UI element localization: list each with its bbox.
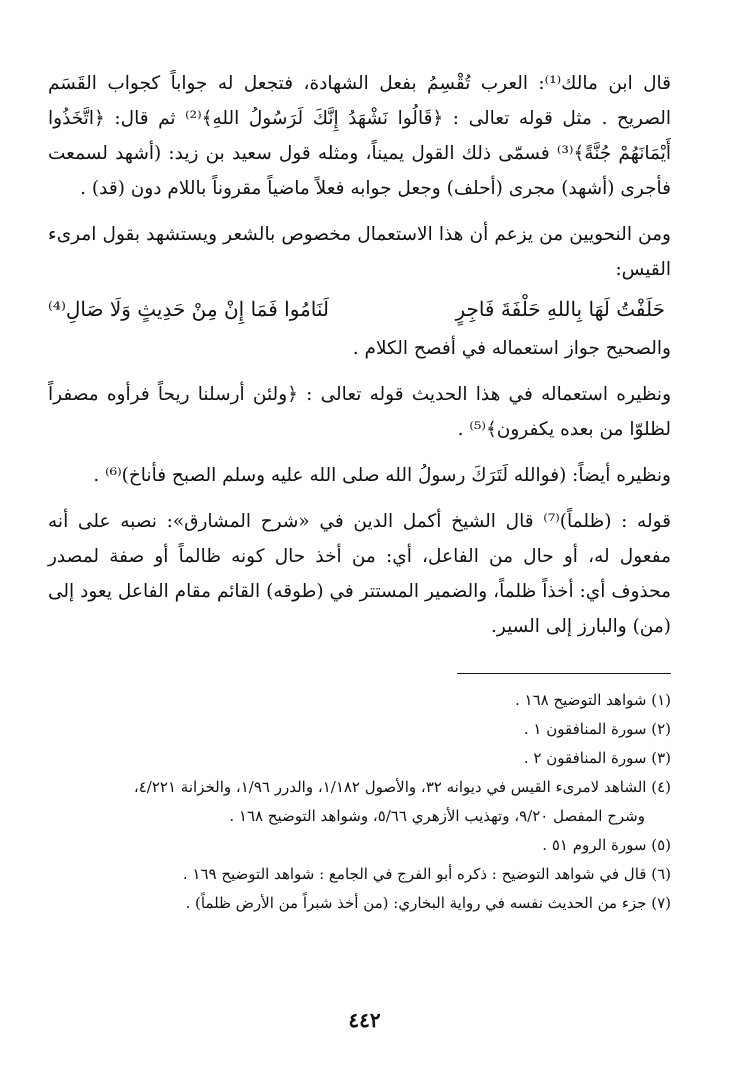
- paragraph-3: والصحيح جواز استعماله في أفصح الكلام .: [352, 338, 671, 359]
- footnote: (٦) قال في شواهد التوضيح : ذكره أبو الفرج في الجامع : شواهد التوضيح ١٦٩ .: [182, 865, 671, 883]
- page-number: ٤٤٢: [348, 1008, 381, 1032]
- paragraph-4: ونظيره استعماله في هذا الحديث قوله تعالى : ﴿ولئن أرسلنا ريحاً فرأوه مصفراً لظلوّا من بعده يكفرون﴾⁽⁵⁾ .: [48, 384, 671, 440]
- paragraph-6: قوله : (ظلماً)⁽⁷⁾ قال الشيخ أكمل الدين في «شرح المشارق»: نصبه على أنه مفعول له، أو حال من الفاعل، أي: من أخذ حال كونه ظالماً أو صفة لمصدر محذوف أي: أخذاً ظلماً، والضمير المستتر في (طوقه) القائم مقام الفاعل يعود إلى (من) والبارز إلى السير.: [48, 511, 671, 637]
- footnote: (٢) سورة المنافقون ١ .: [523, 720, 671, 738]
- paragraph-1: قال ابن مالك⁽¹⁾: العرب تُقْسِمُ بفعل الشهادة، فتجعل له جواباً كجواب القَسَم الصريح . مثل قوله تعالى : ﴿قَالُوا نَشْهَدُ إِنَّكَ لَرَسُولُ اللهِ﴾⁽²⁾ ثم قال: ﴿اتَّخَذُوا أَيْمَانَهُمْ جُنَّةً﴾⁽³⁾ فسمّى ذلك القول يميناً، ومثله قول سعيد بن زيد: (أشهد لسمعت فأجرى (أشهد) مجرى (أحلف) وجعل جوابه فعلاً ماضياً مقروناً باللام دون (قد) .: [48, 73, 672, 199]
- footnote: (١) شواهد التوضيح ١٦٨ .: [514, 691, 671, 709]
- paragraph-2: ومن النحويين من يزعم أن هذا الاستعمال مخصوص بالشعر ويستشهد بقول امرىء القيس:: [48, 224, 671, 280]
- verse-first-hemistich: حَلَفْتُ لَهَا بِاللهِ حَلْفَةَ فَاجِرٍ: [455, 297, 665, 321]
- footnote: (٤) الشاهد لامرىء القيس في ديوانه ٣٢، والأصول ١/١٨٢، والدرر ١/٩٦، والخزانة ٤/٢٢١،: [133, 778, 671, 796]
- paragraph-5: ونظيره أيضاً: (فوالله لَتَرَكَ رسولُ الله صلى الله عليه وسلم الصبح فأناخ)⁽⁶⁾ .: [93, 465, 671, 486]
- footnote: (٣) سورة المنافقون ٢ .: [523, 749, 671, 767]
- footnote: (٧) جزء من الحديث نفسه في رواية البخاري: (من أخذ شبراً من الأرض ظلماً) .: [185, 894, 671, 912]
- footnote-continuation: وشرح المفصل ٩/٢٠، وتهذيب الأزهري ٥/٦٦، وشواهد التوضيح ١٦٨ .: [229, 807, 645, 825]
- footnote-divider: [457, 673, 671, 674]
- footnotes-list: [48, 686, 671, 918]
- footnote: (٥) سورة الروم ٥١ .: [542, 836, 671, 854]
- poetry-verse: [48, 287, 671, 331]
- verse-second-hemistich: لَنَامُوا فَمَا إِنْ مِنْ حَدِيثٍ وَلَا صَالِ⁽⁴⁾: [48, 297, 329, 321]
